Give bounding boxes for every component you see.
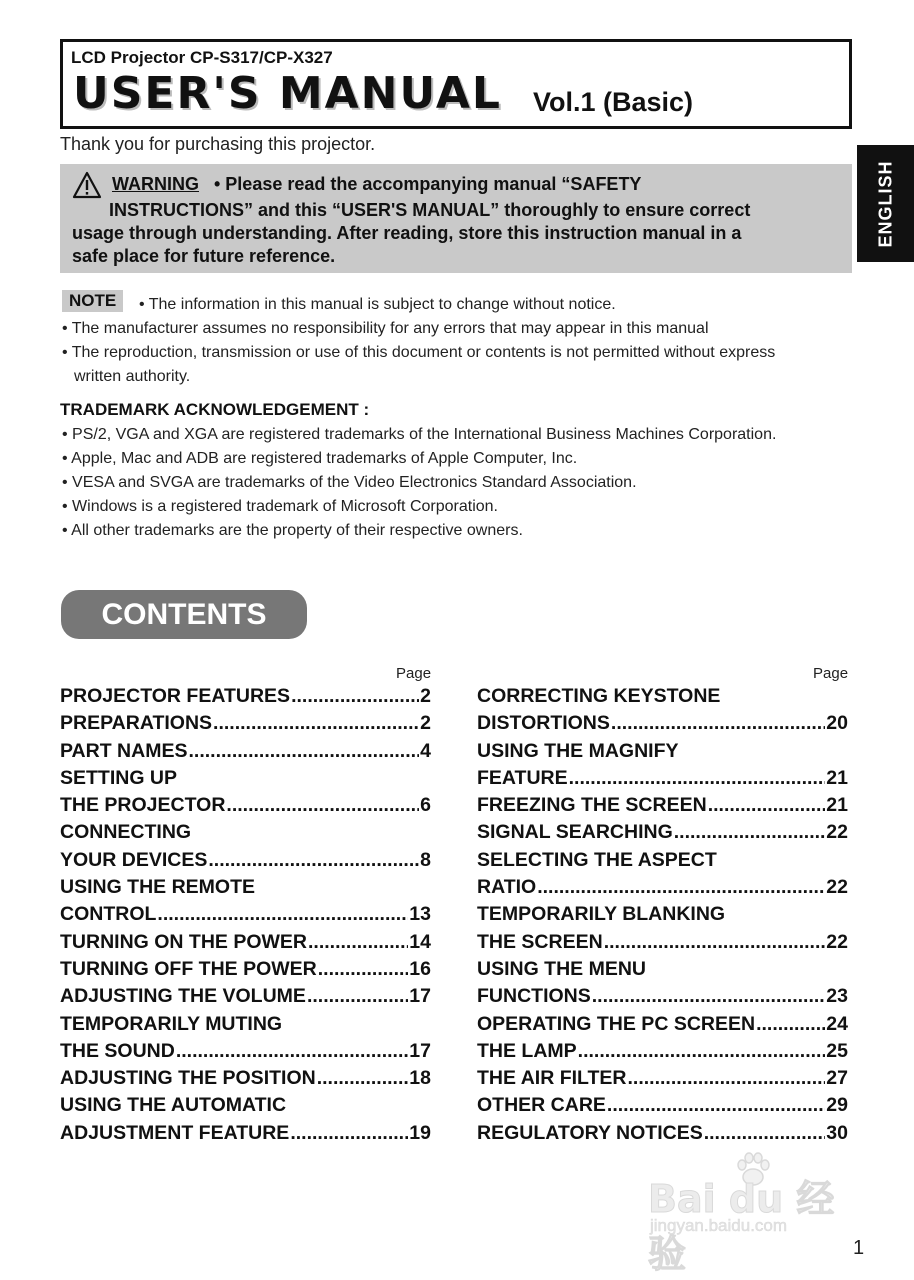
toc-entry	[60, 1013, 431, 1040]
toc-entry-title: ADJUSTING THE POSITION	[60, 1067, 316, 1090]
toc-dot-leader	[604, 931, 826, 954]
toc-entry-title: THE SCREEN	[477, 930, 603, 953]
toc-entry-title: TURNING ON THE POWER	[60, 930, 307, 953]
toc-entry	[60, 985, 431, 1012]
toc-entry-page: 2	[420, 685, 431, 707]
toc-entry	[477, 958, 848, 985]
trademark-heading: TRADEMARK ACKNOWLEDGEMENT :	[60, 400, 370, 419]
toc-entry-title: USING THE MAGNIFY	[477, 739, 679, 762]
toc-entry	[477, 876, 848, 903]
toc-dot-leader	[291, 685, 419, 708]
intro-text: Thank you for purchasing this projector.	[60, 134, 376, 154]
toc-dot-leader	[607, 1094, 825, 1117]
toc-dot-leader	[756, 1013, 825, 1036]
toc-dot-leader	[628, 1067, 826, 1090]
toc-dot-leader	[307, 985, 408, 1008]
toc-entry	[60, 1122, 431, 1149]
toc-entry	[477, 1094, 848, 1121]
toc-entry-title: TURNING OFF THE POWER	[60, 957, 317, 980]
toc-entry-page: 13	[409, 903, 431, 926]
language-tab	[857, 145, 914, 262]
toc-dot-leader	[704, 1122, 826, 1145]
note-line: • The information in this manual is subject to change without notice.	[139, 296, 616, 313]
toc-entry	[477, 1067, 848, 1094]
toc-entry-page: 2	[420, 712, 431, 735]
toc-dot-leader	[157, 903, 408, 926]
toc-entry-title: OTHER CARE	[477, 1094, 606, 1117]
toc-entry-title: FUNCTIONS	[477, 985, 591, 1008]
toc-dot-leader	[226, 794, 419, 817]
toc-entry-page: 23	[826, 985, 848, 1008]
toc-entry	[477, 712, 848, 739]
watermark-logo: Bai du 经验	[648, 1177, 835, 1276]
toc-entry-title: TEMPORARILY MUTING	[60, 1012, 283, 1035]
toc-entry-page: 22	[826, 930, 848, 953]
toc-entry-title: ADJUSTMENT FEATURE	[60, 1121, 290, 1144]
toc-left-column	[60, 685, 431, 1149]
page-column-label: Page	[813, 665, 849, 682]
toc-entry-page: 20	[826, 712, 848, 735]
toc-entry-page: 24	[826, 1012, 848, 1035]
toc-entry	[477, 767, 848, 794]
toc-entry-page: 29	[826, 1094, 848, 1117]
toc-entry-title: DISTORTIONS	[477, 712, 610, 735]
toc-dot-leader	[569, 767, 826, 790]
toc-entry	[477, 985, 848, 1012]
toc-entry	[60, 958, 431, 985]
toc-entry-title: REGULATORY NOTICES	[477, 1121, 703, 1144]
toc-entry-page: 22	[826, 821, 848, 844]
toc-entry	[60, 1094, 431, 1121]
toc-entry-page: 21	[826, 766, 848, 789]
toc-dot-leader	[213, 712, 419, 735]
toc-dot-leader	[674, 821, 826, 844]
toc-entry-title: PROJECTOR FEATURES	[60, 685, 291, 707]
toc-dot-leader	[290, 1122, 408, 1145]
toc-dot-leader	[318, 958, 409, 981]
warning-text-2: INSTRUCTIONS” and this “USER'S MANUAL” thoroughly to ensure correct	[109, 200, 751, 220]
baidu-watermark	[648, 1150, 863, 1276]
page-number: 1	[853, 1237, 865, 1259]
toc-right-column	[477, 685, 848, 1149]
trademark-line: • Windows is a registered trademark of Microsoft Corporation.	[62, 498, 498, 515]
toc-entry	[477, 903, 848, 930]
note-line: • The reproduction, transmission or use of this document or contents is not permitted without express	[62, 344, 776, 361]
toc-dot-leader	[578, 1040, 826, 1063]
warning-text-1: • Please read the accompanying manual “SAFETY	[209, 173, 642, 194]
toc-entry	[477, 931, 848, 958]
toc-entry-title: FEATURE	[477, 766, 568, 789]
toc-entry	[60, 903, 431, 930]
toc-entry-title: THE SOUND	[60, 1039, 175, 1062]
toc-dot-leader	[317, 1067, 409, 1090]
trademark-line: • Apple, Mac and ADB are registered trademarks of Apple Computer, Inc.	[62, 450, 578, 467]
toc-entry-title: THE PROJECTOR	[60, 794, 226, 817]
toc-entry-title: SELECTING THE ASPECT	[477, 848, 717, 871]
toc-entry-page: 22	[826, 876, 848, 899]
toc-entry	[60, 685, 431, 712]
toc-entry	[477, 794, 848, 821]
toc-entry-title: PART NAMES	[60, 739, 188, 762]
toc-entry-page: 21	[826, 794, 848, 817]
title-box	[60, 39, 852, 129]
toc-entry-page: 18	[409, 1067, 431, 1090]
manual-title: USER'S MANUAL	[73, 68, 502, 119]
toc-entry	[477, 821, 848, 848]
toc-entry-title: USING THE MENU	[477, 957, 647, 980]
toc-entry-title: THE AIR FILTER	[477, 1067, 627, 1090]
toc-dot-leader	[537, 876, 825, 899]
note-line: written authority.	[74, 368, 191, 385]
toc-entry	[477, 685, 848, 712]
toc-entry	[477, 740, 848, 767]
warning-text-4: safe place for future reference.	[72, 246, 336, 266]
toc-entry	[60, 712, 431, 739]
contents-heading: CONTENTS	[61, 590, 307, 639]
warning-box	[60, 164, 852, 273]
toc-entry-title: CORRECTING KEYSTONE	[477, 685, 721, 707]
toc-entry-title: YOUR DEVICES	[60, 848, 208, 871]
watermark-url: jingyan.baidu.com	[650, 1216, 788, 1235]
toc-entry-title: ADJUSTING THE VOLUME	[60, 985, 306, 1008]
toc-dot-leader	[208, 849, 419, 872]
toc-entry-title: RATIO	[477, 876, 537, 899]
toc-dot-leader	[176, 1040, 408, 1063]
toc-entry-page: 17	[409, 1039, 431, 1062]
toc-entry-title: SIGNAL SEARCHING	[477, 821, 673, 844]
toc-entry	[60, 876, 431, 903]
toc-entry-title: FREEZING THE SCREEN	[477, 794, 707, 817]
toc-entry-page: 19	[409, 1121, 431, 1144]
toc-entry-title: THE LAMP	[477, 1039, 577, 1062]
toc-entry-title: SETTING UP	[60, 766, 178, 789]
toc-dot-leader	[592, 985, 826, 1008]
toc-entry-page: 30	[826, 1121, 848, 1144]
toc-entry-title: USING THE AUTOMATIC	[60, 1094, 287, 1117]
toc-entry-title: PREPARATIONS	[60, 712, 213, 735]
toc-entry	[60, 740, 431, 767]
toc-entry	[60, 931, 431, 958]
volume-label: Vol.1 (Basic)	[533, 87, 694, 117]
toc-entry-title: USING THE REMOTE	[60, 876, 256, 899]
trademark-line: • All other trademarks are the property of their respective owners.	[62, 522, 523, 539]
toc-entry-page: 17	[409, 985, 431, 1008]
language-tab-label: ENGLISH	[875, 159, 895, 248]
toc-entry-title: OPERATING THE PC SCREEN	[477, 1012, 756, 1035]
warning-triangle-icon	[72, 171, 102, 199]
toc-entry-title: TEMPORARILY BLANKING	[477, 903, 726, 926]
toc-dot-leader	[708, 794, 826, 817]
warning-text-3: usage through understanding. After reading, store this instruction manual in a	[72, 223, 742, 243]
product-model: LCD Projector CP-S317/CP-X327	[71, 48, 333, 67]
toc-entry	[60, 1040, 431, 1067]
toc-entry-page: 27	[826, 1067, 848, 1090]
toc-dot-leader	[188, 740, 419, 763]
note-badge: NOTE	[62, 290, 123, 312]
trademark-line: • PS/2, VGA and XGA are registered trademarks of the International Business Machines Corporation.	[62, 426, 777, 443]
toc-entry	[477, 1040, 848, 1067]
toc-entry-title: CONNECTING	[60, 821, 192, 844]
page-column-label: Page	[396, 665, 432, 682]
toc-entry-page: 25	[826, 1039, 848, 1062]
toc-entry-page: 4	[420, 739, 431, 762]
toc-entry-page: 8	[420, 848, 431, 871]
toc-entry	[60, 794, 431, 821]
warning-label: WARNING	[112, 173, 199, 194]
toc-entry-page: 14	[409, 930, 431, 953]
toc-entry	[477, 1122, 848, 1149]
toc-dot-leader	[611, 712, 825, 735]
toc-entry-title: CONTROL	[60, 903, 157, 926]
note-line: • The manufacturer assumes no responsibility for any errors that may appear in this manual	[62, 320, 709, 337]
trademark-line: • VESA and SVGA are trademarks of the Video Electronics Standard Association.	[62, 474, 637, 491]
toc-entry	[477, 849, 848, 876]
toc-entry	[60, 767, 431, 794]
toc-dot-leader	[308, 931, 408, 954]
toc-entry	[60, 1067, 431, 1094]
toc-entry	[60, 849, 431, 876]
toc-entry-page: 16	[409, 957, 431, 980]
toc-entry-page: 6	[420, 794, 431, 817]
toc-entry	[60, 821, 431, 848]
toc-entry	[477, 1013, 848, 1040]
